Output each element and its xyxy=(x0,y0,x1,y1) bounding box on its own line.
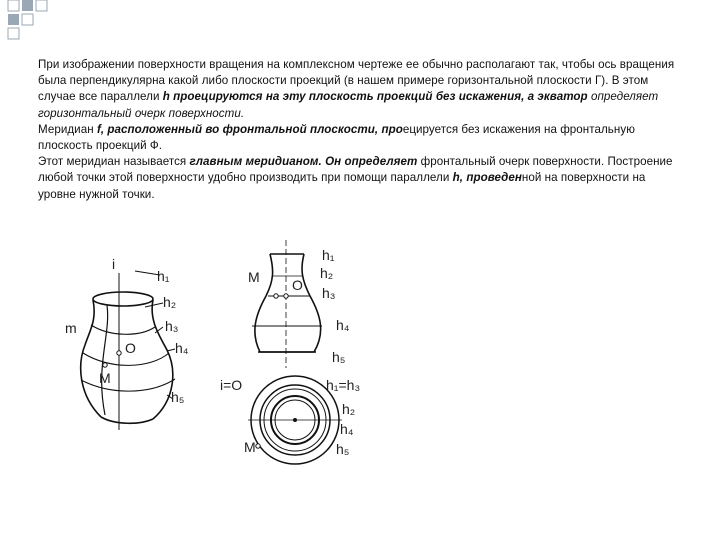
text-run: ецируется без искажения на фронтальную плоскость проекций Ф. xyxy=(38,122,635,153)
frontal-profile xyxy=(255,254,321,352)
text-run-italic: определяет горизонтальный очерк поверхности. xyxy=(38,90,659,120)
label-h4: h₄ xyxy=(336,317,350,333)
label-h1: h₁ xyxy=(322,247,335,263)
vase-axonometric-figure xyxy=(55,245,205,430)
label-m: M xyxy=(248,269,260,285)
label-h1: h₁ xyxy=(157,268,170,284)
paragraph-3 xyxy=(38,154,678,203)
label-h1-h3: h₁=h₃ xyxy=(326,377,361,393)
label-m-point: M xyxy=(99,370,111,386)
top-point-m xyxy=(256,444,260,448)
label-o: O xyxy=(292,277,303,293)
text-run-bold-italic: f, расположенный во фронтальной плоскости, про xyxy=(96,122,403,136)
decorative-corner-squares xyxy=(0,0,70,50)
label-m: M xyxy=(244,439,256,455)
label-h2: h₂ xyxy=(342,401,356,417)
text-run: Меридиан xyxy=(38,122,97,136)
base-curve xyxy=(101,417,153,423)
leader-h4 xyxy=(167,349,175,351)
point-m xyxy=(103,363,107,367)
label-i: i xyxy=(112,256,116,272)
label-h4: h₄ xyxy=(175,340,189,356)
meridian-m-curve xyxy=(102,305,108,415)
label-h3: h₃ xyxy=(322,285,336,301)
frontal-projection-figure xyxy=(230,240,390,370)
label-h2: h₂ xyxy=(320,265,334,281)
paragraph-1 xyxy=(38,57,678,122)
paragraph-2 xyxy=(38,122,678,154)
frontal-point-o xyxy=(284,294,288,298)
left-profile xyxy=(81,300,101,417)
center-point xyxy=(293,418,297,422)
label-h5: h₅ xyxy=(332,349,346,365)
frontal-outline xyxy=(252,240,322,368)
text-run: фронтальный очерк поверхности. Построение любой точки этой поверхности удобно производить при помощи параллели xyxy=(38,155,673,185)
label-o: O xyxy=(125,340,136,356)
label-h2: h₂ xyxy=(163,294,177,310)
label-h4: h₄ xyxy=(340,421,354,437)
parallel-h3 xyxy=(91,325,155,334)
text-run: При изображении поверхности вращения на комплексном чертеже ее обычно располагают так, чтобы ось вращения была перпендикулярна какой либо плоскости проекций (в нашем примере горизонтальной плоскости Г). В этом случае все параллели xyxy=(38,58,675,104)
parallel-equator xyxy=(81,379,175,391)
text-run-bold-italic: главным меридианом. Он определяет xyxy=(189,155,418,169)
text-run-bold-italic: h, проведен xyxy=(452,171,522,185)
horizontal-projection-figure xyxy=(218,370,388,470)
frontal-point-m xyxy=(274,294,278,298)
text-run: ной на поверхности на уровне нужной точки. xyxy=(38,171,646,201)
rim-ellipse xyxy=(93,292,153,306)
body-text xyxy=(38,57,678,203)
label-h3: h₃ xyxy=(165,318,179,334)
label-m: m xyxy=(65,320,77,336)
text-run: Этот меридиан называется xyxy=(38,155,190,169)
point-o xyxy=(117,351,121,355)
label-i-o: i=O xyxy=(220,377,243,393)
label-h5: h₅ xyxy=(336,441,350,457)
label-h5: h₅ xyxy=(171,389,185,405)
text-run-bold-italic: h проецируются на эту плоскость проекций без искажения, а экватор xyxy=(162,90,588,104)
